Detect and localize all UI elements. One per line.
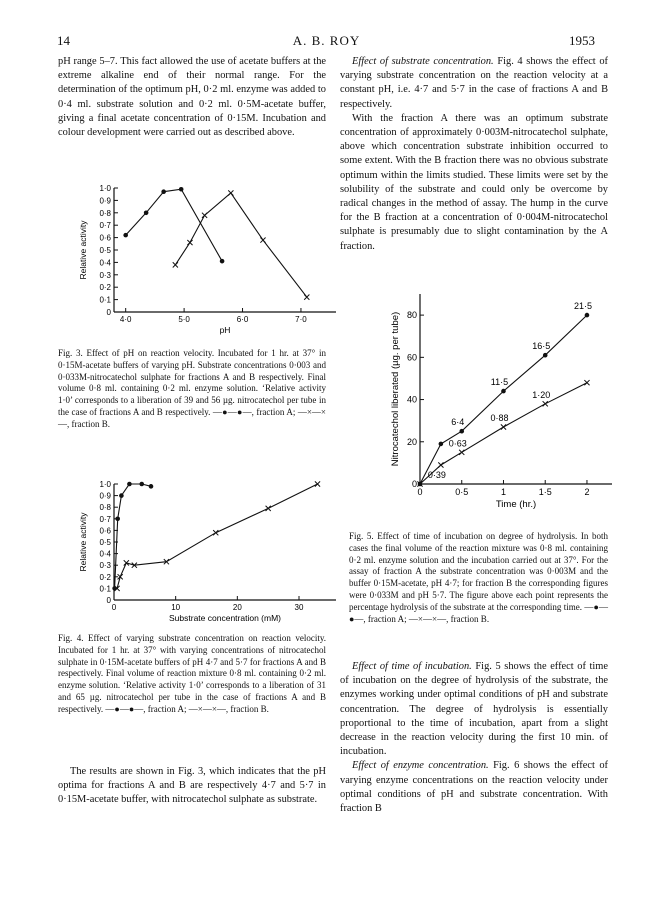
data-point-dot (139, 482, 144, 487)
page-year: 1953 (569, 33, 595, 48)
data-point-dot (585, 313, 590, 318)
y-tick-label: 0·9 (99, 491, 111, 501)
x-tick-label: 4·0 (119, 315, 132, 324)
paragraph-text: Fig. 4 shows the effect of varying substrate concentration on the reaction velocity at a constant pH, i.e. 4·7 and 5·7 in the case of fractions A and B respectively. (340, 56, 608, 110)
data-label: 6·4 (451, 417, 465, 428)
x-tick-label: 0 (417, 487, 423, 497)
y-tick-label: 0 (411, 479, 417, 489)
paragraph-text: Fig. 5 shows the effect of time of incubation on the degree of hydrolysis of the substrate, the enzymes working under optimal conditions of pH and substrate concentration. The degree of hydrolysis is essentially proportional to the time of incubation, apart from a slight decrease in the reaction velocity during the first 10 min. of incubation. (340, 661, 608, 758)
y-tick-label: 0·4 (99, 549, 111, 559)
data-label: 16·5 (532, 341, 551, 352)
paragraph (340, 660, 608, 759)
paragraph (340, 55, 608, 112)
y-tick-label: 80 (406, 310, 417, 321)
data-point-dot (112, 586, 117, 591)
y-tick-label: 0·9 (99, 196, 111, 206)
data-point-dot (149, 484, 154, 489)
y-axis-label: Relative activity (78, 220, 88, 280)
series-a-line (420, 315, 587, 484)
x-axis-label: pH (219, 325, 231, 335)
y-tick-label: 0·7 (99, 514, 111, 524)
y-tick-label: 0·2 (99, 283, 111, 293)
x-tick-label: 2 (584, 487, 590, 497)
y-tick-label: 0·3 (99, 561, 111, 571)
paragraph-text: Fig. 6 shows the effect of varying enzyme concentrations on the reaction velocity under optimal conditions of pH and substrate concentration. With fraction B (340, 760, 608, 815)
y-tick-label: 1·0 (99, 184, 111, 193)
right-column-top-text (340, 55, 608, 254)
data-point-cross (543, 401, 548, 406)
data-point-cross (459, 450, 464, 455)
data-point-dot (123, 233, 128, 238)
data-point-dot (543, 353, 548, 358)
paragraph: With the fraction A there was an optimum substrate concentration of approximately 0·003M-nitrocatechol sulphate, above which concentration substrate inhibition occurred to some extent. With the B fraction there was no obvious substrate optimum within the limits studied. These limits were set by the solubility of the substrate and could only be overcome by radical changes in the method of assay. The hump in the curve for the B fraction at a concentration of 0·004M-nitrocatechol sulphate is presumably due to slight contamination by the A fraction. (340, 112, 608, 252)
x-tick-label: 5·0 (178, 315, 190, 324)
data-point-cross (260, 237, 265, 242)
data-point-cross (173, 262, 178, 267)
series-b-line (117, 484, 317, 588)
y-tick-label: 0·4 (99, 258, 111, 268)
section-heading: Effect of substrate concentration. (352, 56, 494, 67)
figure-4-chart (74, 478, 338, 633)
data-point-dot (220, 259, 225, 264)
data-point-dot (127, 482, 132, 487)
x-tick-label: 7·0 (295, 315, 307, 324)
data-label: 1·20 (532, 389, 551, 400)
y-tick-label: 40 (406, 394, 417, 405)
y-tick-label: 0·3 (99, 270, 111, 280)
x-axis-label: Substrate concentration (mM) (169, 613, 281, 623)
y-tick-label: 0·1 (99, 295, 111, 305)
figure-3-chart (74, 180, 338, 335)
x-tick-label: 30 (294, 603, 304, 612)
data-point-dot (439, 442, 444, 447)
left-column-bottom-text (58, 765, 326, 808)
data-point-dot (144, 211, 149, 216)
series-a-line (126, 189, 222, 261)
y-tick-label: 20 (406, 436, 417, 447)
paragraph: The results are shown in Fig. 3, which indicates that the pH optima for fractions A and B are respectively 4·7 and 5·7 in 0·15M-acetate buffer, with nitrocatechol sulphate as substrate. (58, 766, 326, 806)
y-tick-label: 0·6 (99, 526, 111, 536)
running-head-author: A. B. ROY (292, 33, 361, 48)
data-point-cross (438, 462, 443, 467)
data-point-cross (187, 240, 192, 245)
y-tick-label: 0 (106, 308, 111, 317)
figure-3-caption: Fig. 3. Effect of pH on reaction velocity. Incubated for 1 hr. at 37° in 0·15M-acetate buffers of varying pH. Substrate concentrations 0·003 and 0·033M-nitrocatechol sulphate for fractions A and B respectively. Final volume 0·8 ml. containing 0·2 ml. enzyme solution. ‘Relative activity 1·0’ corresponds to a liberation of 39 and 56 µg. nitrocatechol per tube in the case of fractions A and B respectively. —●—●—, fraction A; —×—×—, fraction B. (58, 348, 326, 429)
y-tick-label: 0·6 (99, 233, 111, 243)
data-point-dot (459, 429, 464, 434)
x-tick-label: 6·0 (236, 315, 249, 324)
data-point-dot (501, 389, 506, 394)
y-axis-label: Nitrocatechol liberated (µg. per tube) (390, 311, 401, 467)
y-tick-label: 0·1 (99, 584, 111, 594)
x-tick-label: 1·5 (538, 487, 552, 497)
x-tick-label: 0 (111, 603, 117, 612)
figure-4-caption: Fig. 4. Effect of varying substrate concentration on reaction velocity. Incubated for 1 hr. at 37° with varying concentrations of nitrocatechol sulphate in 0·15M-acetate buffers of pH 4·7 and 5·7 for fractions A and B respectively. Final volume of reaction mixture 0·8 ml. containing 0·2 ml. enzyme solution. ‘Relative activity 1·0’ corresponds to a liberation of 31 and 65 µg. nitrocatechol per tube in the case of fractions A and B respectively. —●—●—, fraction A; —×—×—, fraction B. (58, 633, 326, 714)
right-column-bottom-text (340, 660, 608, 816)
data-point-cross (266, 506, 271, 511)
left-column-top-text (58, 55, 326, 140)
data-point-dot (119, 493, 124, 498)
section-heading: Effect of time of incubation. (352, 661, 472, 672)
data-label: 0·88 (490, 413, 509, 423)
page-number: 14 (57, 33, 70, 48)
y-tick-label: 0·2 (99, 572, 111, 582)
figure-5-chart (384, 288, 616, 520)
data-label: 21·5 (573, 301, 592, 312)
series-a-line (115, 484, 151, 588)
y-tick-label: 60 (406, 352, 417, 363)
y-axis-label: Relative activity (78, 512, 88, 572)
y-tick-label: 0·8 (99, 503, 111, 513)
section-heading: Effect of enzyme concentration. (352, 760, 489, 772)
data-label: 0·39 (427, 470, 446, 480)
data-point-cross (584, 380, 589, 385)
x-tick-label: 1 (500, 487, 506, 497)
data-point-cross (202, 213, 207, 218)
paragraph: pH range 5–7. This fact allowed the use of acetate buffers at the extreme alkaline end of their normal range. For the determination of the optimum pH, 0·2 ml. enzyme was added to 0·4 ml. substrate solution and 0·2 ml. 0·5M-acetate buffer, giving a final acetate concentration of 0·15M. Incubation and colour development were carried out as described above. (58, 56, 326, 139)
y-tick-label: 1·0 (99, 480, 111, 489)
x-tick-label: 10 (171, 603, 181, 612)
x-tick-label: 0·5 (455, 487, 469, 497)
y-tick-label: 0·5 (99, 538, 111, 547)
series-b-line (420, 383, 587, 484)
data-point-dot (179, 187, 184, 192)
y-tick-label: 0·8 (99, 208, 111, 218)
data-point-cross (213, 530, 218, 535)
y-tick-label: 0 (106, 596, 111, 605)
data-point-cross (228, 190, 233, 195)
series-b-line (175, 193, 306, 297)
data-point-cross (304, 295, 309, 300)
y-tick-label: 0·5 (99, 246, 111, 255)
data-point-cross (501, 424, 506, 429)
data-point-cross (315, 481, 320, 486)
x-tick-label: 20 (232, 603, 242, 612)
data-point-dot (115, 517, 120, 522)
y-tick-label: 0·7 (99, 221, 111, 231)
data-label: 11·5 (490, 377, 509, 388)
x-axis-label: Time (hr.) (495, 499, 537, 510)
data-label: 0·63 (448, 438, 467, 449)
figure-5-caption: Fig. 5. Effect of time of incubation on degree of hydrolysis. In both cases the final volume of the reaction mixture was 0·8 ml. containing 0·2 ml. enzyme solution and the incubation carried out at 37°. For the assay of fraction A the substrate concentration was 0·003M and the buffer 0·15M-acetate, pH 4·7; for fraction B the corresponding figures were 0·033M and pH 5·7. The figure above each point represents the percentage hydrolysis of the substrate at the corresponding time. —●—●—, fraction A; —×—×—, fraction B. (349, 531, 608, 624)
paragraph (340, 759, 608, 816)
data-point-dot (161, 189, 166, 194)
